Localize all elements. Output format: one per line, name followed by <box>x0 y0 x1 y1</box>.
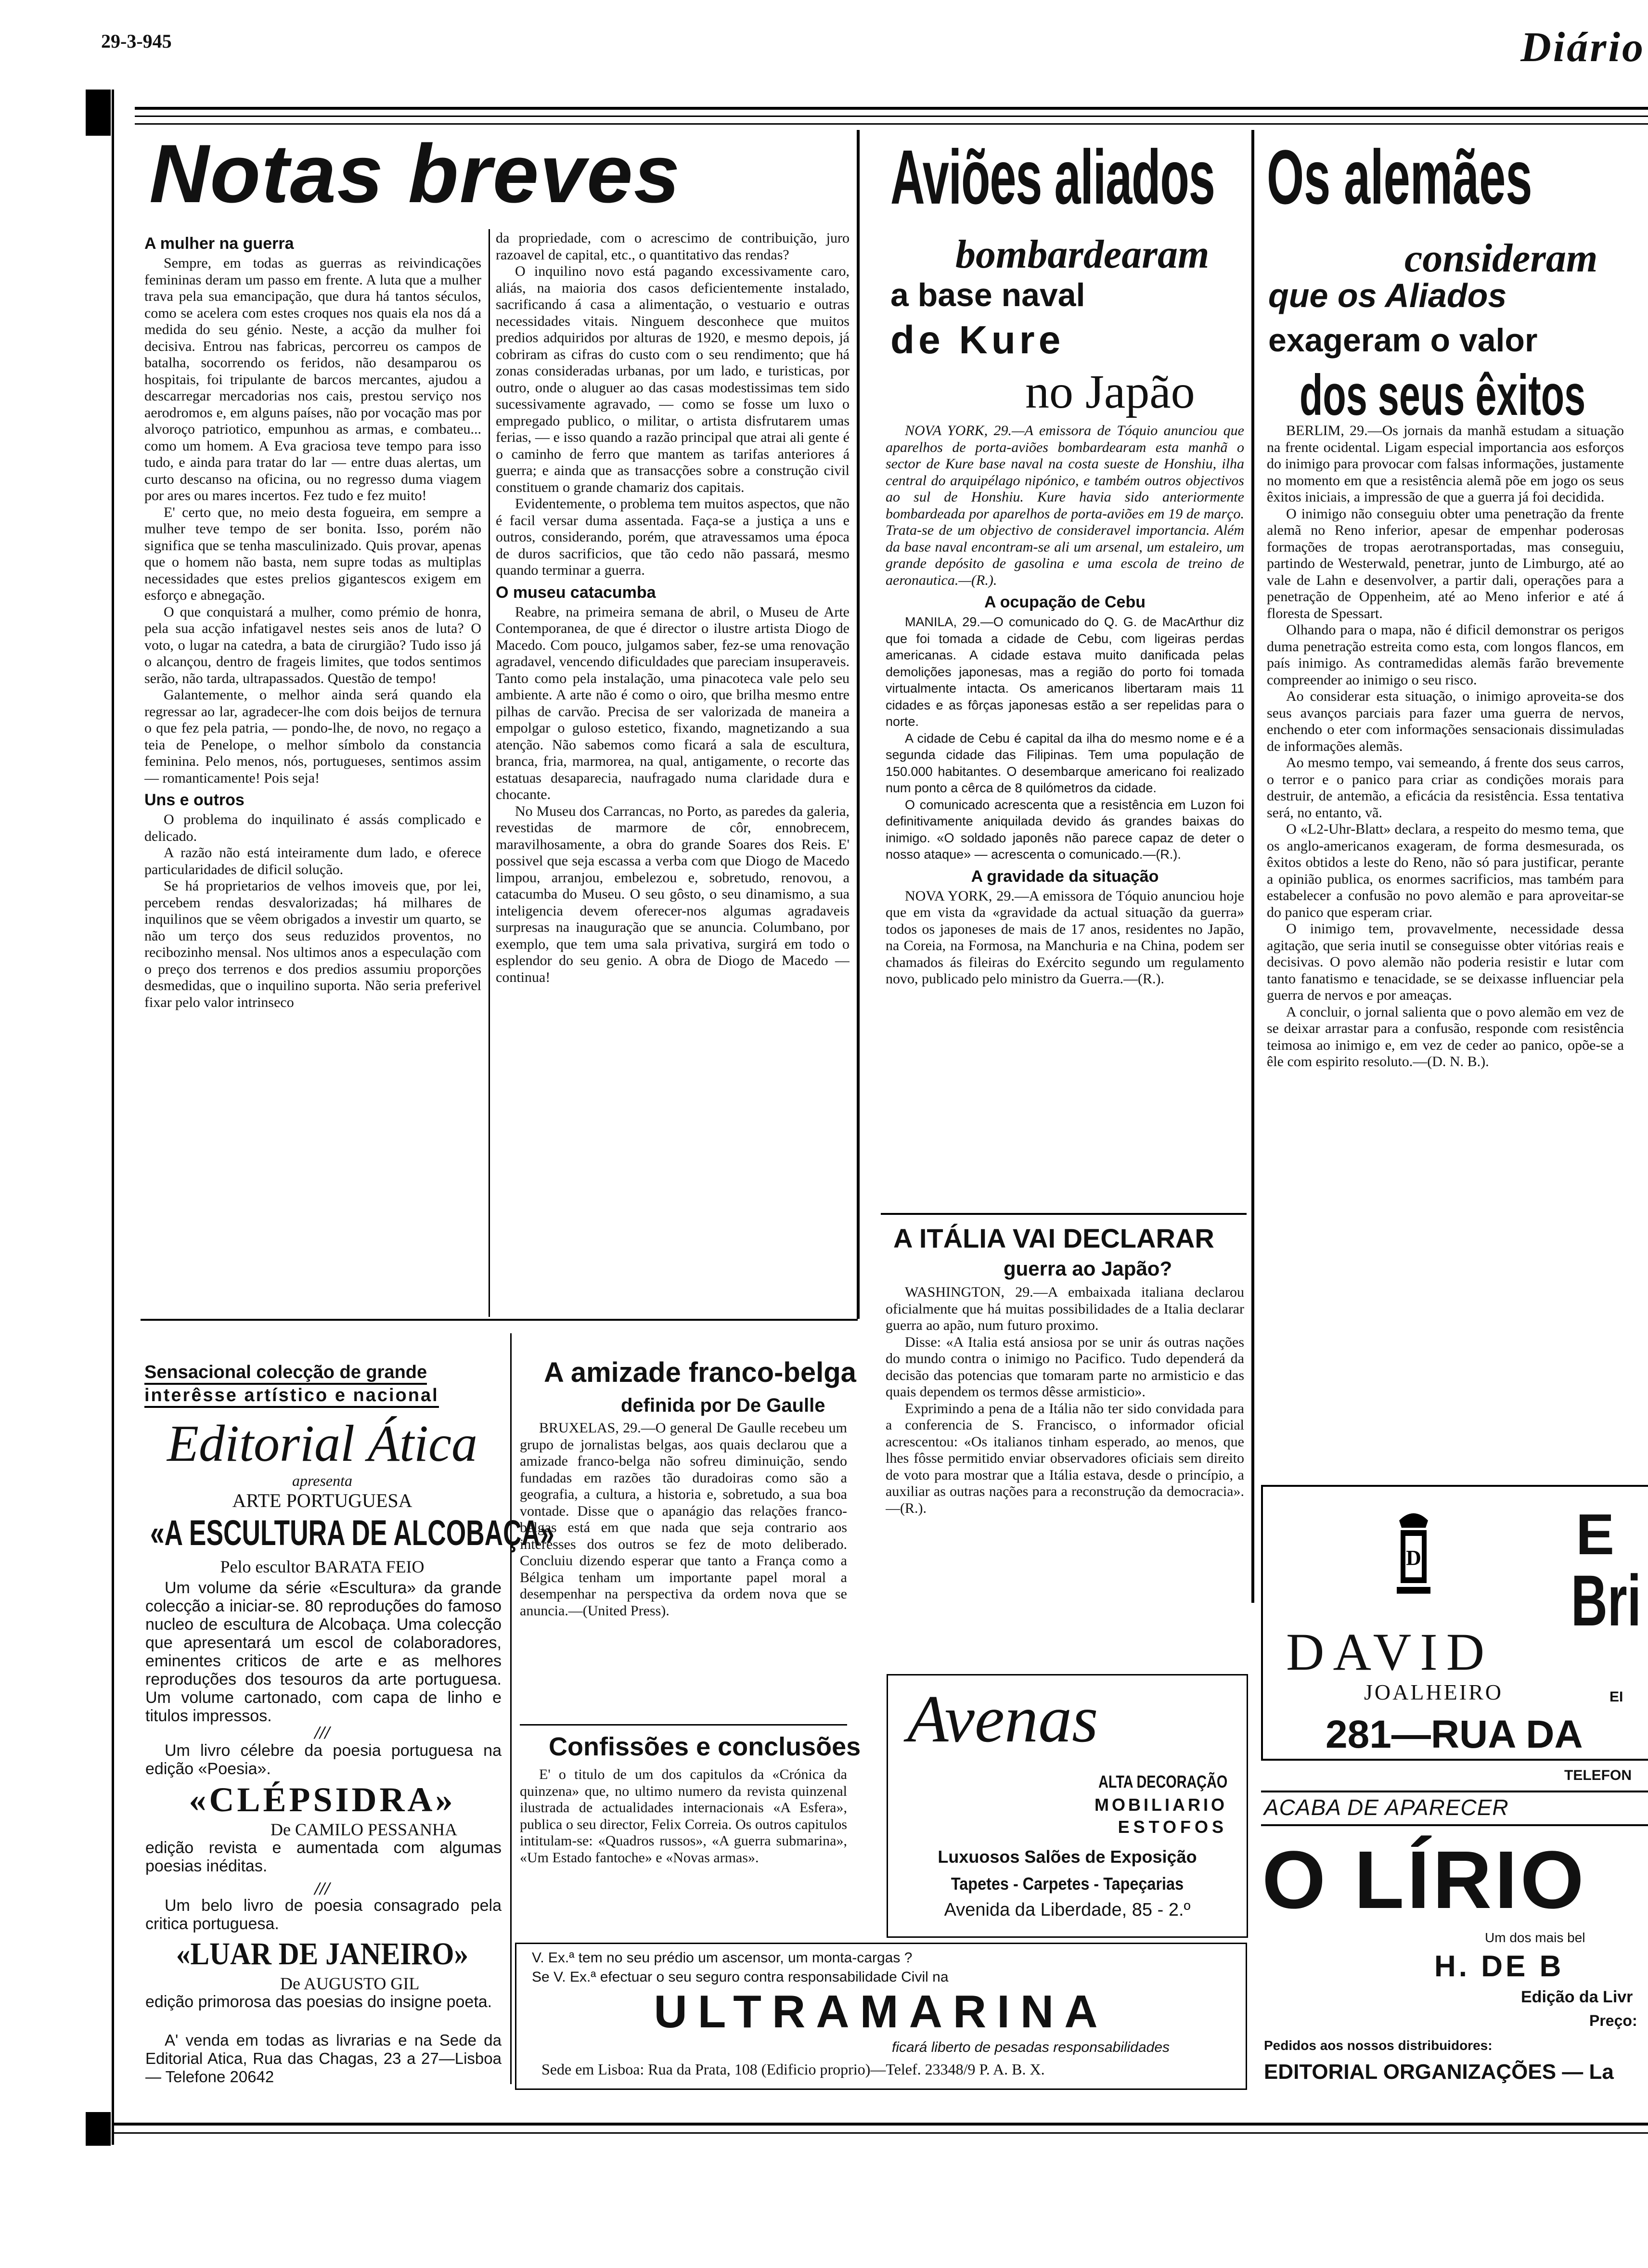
left-black-block-top <box>86 90 111 136</box>
top-rule-3 <box>135 123 1648 125</box>
italia-paragraph: WASHINGTON, 29.—A embaixada italiana declarou oficialmente que há muitas possibilidades de a Italia declarar guerra ao apão, num futuro proximo. <box>886 1284 1244 1333</box>
lirio-top-rule <box>1261 1791 1648 1792</box>
atica-book-3-author: De AUGUSTO GIL <box>280 1974 420 1993</box>
lirio-line-2: H. DE B <box>1434 1950 1564 1983</box>
ultramarina-ad <box>515 1943 1247 2090</box>
notas-paragraph: Se há proprietarios de velhos imoveis que, por lei, percebem rendas desvalorizadas; há milhares de inquilinos que se vêem obrigados a investir um quarto, se não um terço dos seus reduzidos proventos, no recibozinho mensal. Nos ultimos anos a especulação com o preço dos terrenos e dos predios assumiu proporções desmedidas, que o inquilino suporta. Não seria preferivel fixar pelo valor intrinseco <box>144 878 481 1010</box>
atica-top-line-2: interêsse artístico e nacional <box>144 1385 439 1408</box>
notas-title: Notas breves <box>149 128 681 220</box>
alemaes-line-2: que os Aliados <box>1268 277 1507 314</box>
atica-ad <box>141 1328 554 2089</box>
lirio-line-5: Pedidos aos nossos distribuidores: <box>1264 2038 1493 2053</box>
notas-paragraph: O problema do inquilinato é assás complicado e delicado. <box>144 812 481 844</box>
alemaes-paragraph: O «L2-Uhr-Blatt» declara, a respeito do mesmo tema, que os anglo-americanos exageram, de forma desmesurada, os êxitos obtidos a leste do Reno, não só para justificar, perante a opinião publica, os enormes sacrificios, mas também para estabelecer a confusão no povo alemão e para aproveitar-se do panico que esperam criar. <box>1267 821 1624 920</box>
atica-book-2-author: De CAMILO PESSANHA <box>270 1820 458 1839</box>
notas-paragraph: da propriedade, com o acrescimo de contribuição, juro razoavel de capital, etc., o quantitativo das rendas? <box>496 230 850 263</box>
david-ad <box>1261 1485 1648 1761</box>
notas-paragraph: Reabre, na primeira semana de abril, o Museu de Arte Contemporanea, de que é director o ilustre artista Diogo de Macedo. Com pouco, julgamos saber, fez-se uma renovação agradavel, vencendo dificuldades que pareciam insuperaveis. Tanto como pela instalação, uma pinacoteca vale pelo seu ambiente. A arte não é como o oiro, que brilha mesmo entre pilhas de carvão. Precisa de ser valorizada de maneira a empolgar o guloso estetico, fixando, magnetizando a sua atenção. Não sabemos como ficará a sala de escultura, branca, fria, marmorea, na qual, antigamente, o recorte das estatuas desaparecia, naufragado numa claridade dura e chocante. <box>496 604 850 802</box>
notas-paragraph: A razão não está inteiramente dum lado, e oferece particularidades de dificil solução. <box>144 845 481 877</box>
avioes-line-3: de Kure <box>890 318 1065 362</box>
alemaes-paragraph: O inimigo não conseguiu obter uma penetração da frente alemã no Reno inferior, apesar de empenhar poderosas formações de tropas aerotransportadas, mas conseguiu, partindo de Westerwald, penetrar, junto de Limburgo, até ao vale de Lahn e desenvolver, a partir dali, operações para a penetração de Oppenheim, até ao Meno inferior e até á floresta de Spessart. <box>1267 505 1624 621</box>
avioes-paragraph: MANILA, 29.—O comunicado do Q. G. de MacArthur diz que foi tomada a cidade de Cebu, com ligeiras perdas americanas. A cidade estava muito danificada pelas demolições japonesas, mas a região do porto foi tomada virtualmente intacta. Os americanos libertaram mais 11 cidades e as fôrças japonesas estão a ser repelidas para o norte. <box>886 615 1244 729</box>
italia-paragraph: Exprimindo a pena de a Itália não ter sido convidada para a conferencia de S. Francisco, o informador oficial acrescentou: «Os italianos tinham esperado, ao menos, que lhes fôsse permitido enviar observadores oficiais sem direito de voto para mostrar que a Itália estava, desde o princípio, a auxiliar as outras nações para a reconstrução da democracia».—(R.). <box>886 1400 1244 1516</box>
atica-book-2-desc: edição revista e aumentada com algumas poesias inéditas. <box>145 1839 502 1875</box>
ultramarina-line-2: Se V. Ex.ª efectuar o seu seguro contra responsabilidade Civil na <box>532 1969 949 1985</box>
italia-subtitle: guerra ao Japão? <box>1004 1257 1172 1280</box>
avioes-column <box>886 423 1244 1210</box>
masthead: Diário <box>1520 24 1645 71</box>
alemaes-paragraph: O inimigo tem, provavelmente, necessidade dessa agitação, que seria inutil se conseguisse obter vitórias reais e decisivas. O povo alemão não poderia resistir e lutar com tanto fanatismo e tenacidade, se se deixasse influenciar pela guerra de nervos e por ameaças. <box>1267 921 1624 1003</box>
atica-book-2: «CLÉPSIDRA» <box>189 1780 456 1819</box>
notas-paragraph: Evidentemente, o problema tem muitos aspectos, que não é facil versar duma assentada. Faça-se a justiça a uns e outros, considerando, porém, que atravessamos uma época de duros sacrificios, que tão cedo não passará, mesmo quando terminar a guerra. <box>496 496 850 578</box>
notas-column-2 <box>496 230 850 1315</box>
atica-book-2-intro: Um livro célebre da poesia portuguesa na edição «Poesia». <box>145 1741 502 1778</box>
top-rule-1 <box>135 107 1648 110</box>
atica-footer: A' venda em todas as livrarias e na Sede da Editorial Atica, Rua das Chagas, 23 a 27—Lisboa — Telefone 20642 <box>145 2031 502 2086</box>
separator-notas-avioes <box>857 130 860 1319</box>
confissoes-paragraph: E' o titulo de um dos capitulos da «Crónica da quinzena» que, no ultimo numero da revista quinzenal ilustrada de actualidades internacionais «A Esfera», publica o seu director, Felix Correia. Os outros capitulos intitulam-se: «Quadros russos», «A guerra submarina», «Um Estado fantoche» e «Novas armas». <box>520 1766 847 1866</box>
david-small-e: EI <box>1609 1689 1623 1705</box>
david-address: 281—RUA DA <box>1326 1713 1583 1756</box>
avioes-paragraph: O comunicado acrescenta que a resistência em Luzon foi definitivamente aniquilada devido ás grandes baixas do inimigo. «O soldado japonês não parece capaz de deter o nosso ataque» — acrescenta o comunicado.—(R.). <box>886 797 1244 862</box>
avioes-sub-gravidade: A gravidade da situação <box>971 867 1159 886</box>
svg-text:D: D <box>1406 1546 1421 1570</box>
lirio-title: O LÍRIO <box>1262 1834 1587 1926</box>
lirio-line-3: Edição da Livr <box>1521 1988 1633 2006</box>
avenas-logo: Avenas <box>907 1682 1098 1756</box>
atica-separator-1: /// <box>314 1723 330 1743</box>
notas-section-2-title: Uns e outros <box>144 791 245 809</box>
david-logo-icon <box>1392 1506 1435 1602</box>
david-telefone: TELEFON <box>1564 1767 1632 1783</box>
avioes-line-2: a base naval <box>890 277 1085 313</box>
avenas-ad <box>887 1674 1248 1938</box>
avenas-line-6: Avenida da Liberdade, 85 - 2.º <box>944 1900 1191 1920</box>
italia-title: A ITÁLIA VAI DECLARAR <box>893 1223 1214 1253</box>
alemaes-line-4: dos seus êxitos <box>1300 363 1586 427</box>
david-name: DAVID <box>1286 1623 1494 1681</box>
notas-column-1 <box>144 230 481 1315</box>
ultramarina-line-3: ficará liberto de pesadas responsabilidades <box>892 2039 1170 2055</box>
notas-paragraph: O que conquistará a mulher, como prémio de honra, pela sua acção infatigavel nestes seis anos de luta? O voto, o lugar na catedra, a bata de cirurgião? Tudo isso já o alcançou, dentro de frageis limites, que todos sentimos serão, não tarda, ultrapassados. Questão de tempo! <box>144 604 481 686</box>
avioes-line-4: no Japão <box>1025 365 1195 418</box>
ultramarina-name: ULTRAMARINA <box>654 1986 1108 2037</box>
avioes-line-1: bombardearam <box>955 232 1210 277</box>
left-black-block-bottom <box>86 2112 111 2146</box>
alemaes-paragraph: Olhando para o mapa, não é dificil demonstrar os perigos duma penetração estreita como esta, com longos flancos, em país inimigo. As contramedidas alemãs farão brevemente compreender ao inimigo o seu risco. <box>1267 622 1624 688</box>
lirio-line-4: Preço: <box>1589 2012 1637 2029</box>
atica-separator-2: /// <box>314 1879 330 1899</box>
bottom-rule-2 <box>112 2132 1648 2134</box>
avioes-paragraph: A cidade de Cebu é capital da ilha do mesmo nome e é a segunda cidade das Filipinas. Tem uma população de 150.000 habitantes. O desembarque americano foi realizado num ponto a cêrca de 8 quilómetros da cidade. <box>886 731 1244 795</box>
italia-paragraph: Disse: «A Italia está ansiosa por se unir ás outras nações do mundo contra o inimigo no Pacifico. Tudo dependerá da decisão das potencias que tomaram parte no armisticio e das quais dependem os termos dêsse armisticio». <box>886 1334 1244 1400</box>
lirio-top-rule-2 <box>1261 1824 1648 1826</box>
italia-column <box>886 1284 1244 1669</box>
atica-book-3: «LUAR DE JANEIRO» <box>176 1936 469 1972</box>
notas-section-1-title: A mulher na guerra <box>144 234 294 253</box>
amizade-subtitle: definida por De Gaulle <box>621 1395 825 1416</box>
notas-bottom-rule <box>141 1319 858 1321</box>
alemaes-paragraph: Ao mesmo tempo, vai semeando, á frente dos seus carros, o terror e o panico para criar as condições morais para destruir, de antemão, a eficácia da resistência. Essa tentativa será, no entanto, vã. <box>1267 755 1624 821</box>
confissoes-column <box>520 1766 847 1892</box>
separator-notas-cols <box>489 229 490 1317</box>
alemaes-paragraph: BERLIM, 29.—Os jornais da manhã estudam a situação na frente ocidental. Ligam especial importancia aos esforços do inimigo para provocar com falsas informações, justamente no momento em que a resistência alemã põe em jogo os seus êxitos iniciais, a impressão de que a guerra já foi decidida. <box>1267 423 1624 505</box>
atica-book-3-desc: edição primorosa das poesias do insigne poeta. <box>145 1993 492 2011</box>
avioes-paragraph: NOVA YORK, 29.—A emissora de Tóquio anunciou que aparelhos de porta-aviões bombardearam esta manhã o sector de Kure base naval na costa sueste de Honshiu, ilha central do arquipélago nipónico, e também outros objectivos ao sul de Honshiu. Kure havia sido anteriormente bombardeada por aparelhos de porta-aviões em 19 de março. Trata-se de um objectivo de consideravel importancia. Além da base naval encontram-se ali um arsenal, um estaleiro, um grande depósito de gasolina e uma escola de treino de aeronautica.—(R.). <box>886 423 1244 588</box>
separator-amizade-confissoes <box>520 1724 847 1726</box>
bottom-rule-1 <box>112 2123 1648 2126</box>
amizade-title: A amizade franco-belga <box>544 1357 856 1388</box>
avenas-line-4: Luxuosos Salões de Exposição <box>938 1847 1197 1867</box>
separator-atica-amizade <box>510 1333 512 2084</box>
avenas-line-1: ALTA DECORAÇÃO <box>1098 1772 1227 1791</box>
alemaes-title: Os alemães <box>1267 134 1532 220</box>
notas-paragraph: No Museu dos Carrancas, no Porto, as paredes da galeria, revestidas de marmore de côr, ennobrecem, maravilhosamente, a obra do grande Soares dos Reis. E' possivel que seja escassa a verba com que Diogo de Macedo limpou, arranjou, embelezou e, sobretudo, renovou, a catacumba do Museu. O seu gôsto, o seu dinamismo, a sua inteligencia devem oferecer-nos algumas agradaveis surpresas na inauguração que se anuncia. Columbano, por exemplo, que tem uma sala privativa, surgirá em todo o esplendor do seu genio. A obra de Diogo de Macedo — continua! <box>496 803 850 985</box>
atica-top-line-1: Sensacional colecção de grande <box>144 1362 427 1385</box>
david-sub: JOALHEIRO <box>1364 1680 1503 1704</box>
notas-paragraph: O inquilino novo está pagando excessivamente caro, aliás, na maioria dos casos deficientemente instalado, sacrificando á casa a alimentação, o vestuario e outras necessidades vitais. Ninguem desconhece que muitos predios adquiridos por alturas de 1920, e mesmo depois, já cobriram as cifras do custo com o seu rendimento; que há zonas consideradas urbanas, por um lado, e turisticas, por outro, onde o aluguer ao das casas modestissimas tem sido sucessivamente agravado, — como se fosse um luxo o empregado publico, o militar, o artista disfrutarem umas ferias, — e isso quando a razão principal que atrai ali gente é o caminho de ferro que mantem as tarifas anteriores á guerra; e ainda que as transacções sobre a construção civil constituem o grande chamariz dos capitais. <box>496 263 850 495</box>
alemaes-line-1: consideram <box>1404 236 1598 281</box>
amizade-column <box>520 1420 847 1721</box>
ultramarina-line-1: V. Ex.ª tem no seu prédio um ascensor, um monta-cargas ? <box>532 1950 913 1966</box>
notas-paragraph: Galantemente, o melhor ainda será quando ela regressar ao lar, agradecer-lhe com dois beijos de ternura o que fez pela patria, — pondo-lhe, de novo, no regaço a teia de Penelope, o melhor símbolo da constancia feminina. Pelo menos, nós, portugueses, sentimos assim — romanticamente! Pois seja! <box>144 687 481 786</box>
atica-book-1-desc: Um volume da série «Escultura» da grande colecção a iniciar-se. 80 reproduções do famoso nucleo de escultura de Alcobaça. Uma colecção que apresentará um escol de colaboradores, eminentes criticos de arte e as melhores reproduções dos tesouros da arte portuguesa. Um volume cartonado, com capa de linho e titulos impressos. <box>145 1579 502 1725</box>
avenas-line-2: MOBILIARIO <box>1094 1795 1227 1815</box>
avenas-line-3: ESTOFOS <box>1118 1817 1227 1837</box>
david-big-word: Bri <box>1571 1560 1641 1641</box>
left-vertical-rule <box>112 90 114 2145</box>
avioes-title: Aviões aliados <box>890 134 1215 220</box>
confissoes-title: Confissões e conclusões <box>549 1732 861 1761</box>
page-date: 29-3-945 <box>101 30 172 52</box>
separator-avioes-alemaes <box>1251 130 1254 1603</box>
alemaes-paragraph: Ao considerar esta situação, o inimigo aproveita-se dos seus avanços parciais para fazer uma guerra de nervos, enchendo o eter com informações sensacionais dissimuladas de informações alemãs. <box>1267 688 1624 754</box>
avioes-paragraph: NOVA YORK, 29.—A emissora de Tóquio anunciou hoje que em vista da «gravidade da actual situação da guerra» todos os japoneses de mais de 17 anos, residentes no Japão, na Coreia, na Formosa, na Manchuria e na China, podem ser chamados ás fileiras do Exército segundo um regulamento novo, publicado pelo ministro da Guerra.—(R.). <box>886 888 1244 987</box>
atica-book-3-intro: Um belo livro de poesia consagrado pela critica portuguesa. <box>145 1896 502 1933</box>
alemaes-line-3: exageram o valor <box>1268 322 1538 359</box>
top-rule-2 <box>135 116 1648 117</box>
lirio-line-6: EDITORIAL ORGANIZAÇÕES — La <box>1264 2060 1614 2084</box>
atica-book-1: «A ESCULTURA DE ALCOBAÇA» <box>150 1513 554 1553</box>
lirio-top: ACABA DE APARECER <box>1264 1795 1509 1820</box>
alemaes-column <box>1267 423 1624 1457</box>
atica-name: Editorial Ática <box>167 1415 477 1472</box>
notas-paragraph: E' certo que, no meio desta fogueira, em sempre a mulher teve tempo de ser bonita. Isso, porém não significa que se tenha masculinizado. Quis provar, apenas que o homem não basta, nem supre todas as multiplas necessidades que estes prelios gigantescos exigem em esforço e abnegação. <box>144 504 481 603</box>
alemaes-paragraph: A concluir, o jornal salienta que o povo alemão em vez de se deixar arrastar para a confusão, responde com resistência teimosa ao inimigo e, em vez de ceder ao panico, opõe-se a êle com espirito resoluto.—(D. N. B.). <box>1267 1004 1624 1070</box>
amizade-paragraph: BRUXELAS, 29.—O general De Gaulle recebeu um grupo de jornalistas belgas, aos quais declarou que a amizade franco-belga não sofreu diminuição, sendo fundadas em razões tão duradoiras como são a geografia, a cultura, a historia e, sobretudo, a sua boa vontade. Disse que o apanágio das relações franco-belgas está em que nada que seja contrario aos interesses dos outros se fez de moto deliberado. Concluiu dizendo esperar que tanto a França como a Bélgica tenham um importante papel moral a desempenhar na perspectiva da ordem nova que se anuncia.—(United Press). <box>520 1420 847 1619</box>
avioes-sub-cebu: A ocupação de Cebu <box>984 593 1146 611</box>
notas-paragraph: Sempre, em todas as guerras as reivindicações femininas deram um passo em frente. A luta que a mulher trava pela sua emancipação, que dura há tantos séculos, como se acelera com estes croques nos quais ela nos dá a medida do seu génio. Neste, a acção da mulher foi decisiva. Entrou nas fabricas, percorreu os campos de batalha, socorrendo os feridos, não desamparou os hospitais, foi tripulante de barcos mercantes, ajudou a descarregar mercadorias nos cais, prestou serviço nos aerodromos e, em alguns países, não por vocação mas por alvoroço patriotico, empunhou as armas, e combateu... como um homem. A Eva graciosa teve tempo para isso tudo, e ainda para tratar do lar — entre duas alertas, um curto descanso na oficina, ou no regresso duma viagem por ares ou mares incertos. Fez tudo e fez muito! <box>144 255 481 503</box>
lirio-line-1: Um dos mais bel <box>1485 1930 1585 1945</box>
notas-section-3-title: O museu catacumba <box>496 583 656 602</box>
ultramarina-line-4: Sede em Lisboa: Rua da Prata, 108 (Edificio proprio)—Telef. 23348/9 P. A. B. X. <box>541 2061 1045 2078</box>
atica-series: ARTE PORTUGUESA <box>232 1490 412 1511</box>
avenas-line-5: Tapetes - Carpetes - Tapeçarias <box>951 1874 1184 1894</box>
atica-apresenta: apresenta <box>292 1472 352 1489</box>
atica-book-1-author: Pelo escultor BARATA FEIO <box>220 1557 425 1576</box>
separator-avioes-italia <box>881 1213 1247 1215</box>
david-big-letter: E <box>1576 1502 1615 1567</box>
